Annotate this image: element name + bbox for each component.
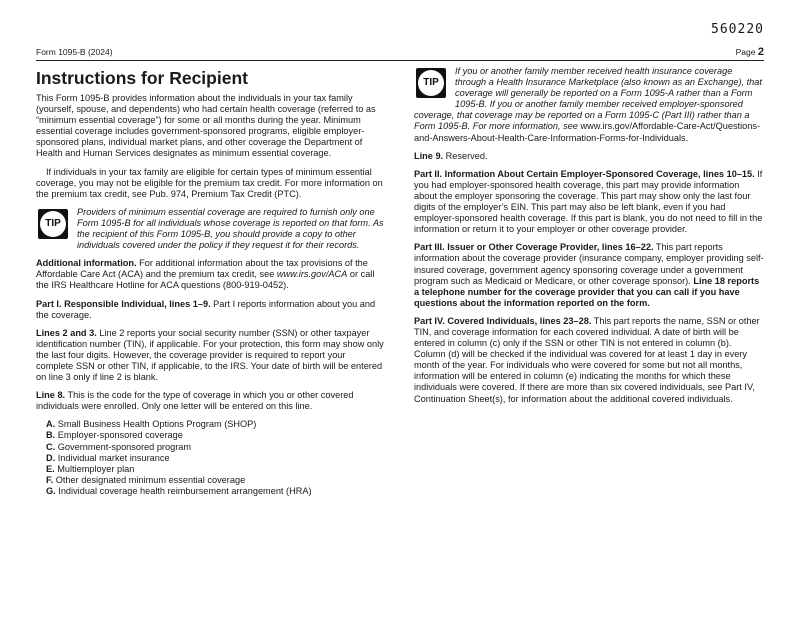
intro-paragraph: This Form 1095-B provides information about the individuals in your tax family (yourself, spouse, and dependents) who had certain health coverage (referred to as “minimum essential coverage”) for some or all months during the year. Minimum essential coverage includes government-sponsored programs, eligible employer-sponsored plans, individual market plans, and other coverage the Department of Health and Human Services designates as minimum essential coverage. (36, 93, 376, 159)
additional-info-text-1: For additional information about the tax provisions of the Affordable Care Act (ACA) and the premium tax credit, see (36, 258, 368, 280)
tip-block-left (36, 207, 384, 251)
tip-icon-label: TIP (418, 70, 444, 96)
list-item (46, 442, 384, 453)
code-text: Individual coverage health reimbursement arrangement (HRA) (58, 485, 312, 496)
additional-info-paragraph (36, 258, 384, 291)
tip-text: Providers of minimum essential coverage are required to furnish only one Form 1095-B for all individuals whose coverage is reported on that form. As the recipient of this Form 1095-B, you should provide a copy to other individuals covered under the policy if they request it for their records. (77, 206, 384, 251)
aca-link[interactable]: www.irs.gov/ACA (276, 269, 348, 280)
part1-heading: Part I. Responsible Individual, lines 1–9. (36, 298, 211, 309)
lines-2-3-text: Line 2 reports your social security number (SSN) or other taxpayer identification number (TIN), if applicable. For your protection, this form may show only the last four digits. However, the coverage provider is required to report your complete SSN or other TIN, if applicable, to the IRS. Your date of birth will be entered on line 3 only if line 2 is blank. (36, 327, 384, 383)
part4-heading: Part IV. Covered Individuals, lines 23–28. (414, 315, 592, 326)
part2-text: If you had employer-sponsored health coverage, this part may provide information about the employer sponsoring the coverage. This part may show only the last four digits of the employer’s EIN. This part may also be left blank, even if you had employer-sponsored health coverage. If this part is blank, you do not need to fill in the information or return it to your employer or other coverage provider. (414, 168, 763, 235)
part3-bold-note: Line 18 reports a telephone number for the coverage provider that you can call if you have questions about the information reported on the form. (414, 275, 760, 308)
part4-text: This part reports the name, SSN or other TIN, and coverage information for each covered individual. A date of birth will be entered in column (c) only if the SSN or other TIN is not entered in column (b). Column (d) will be checked if the individual was covered for at least 1 day in every month of the year. For individuals who were covered for some but not all months, information will be entered in column (e) indicating the months for which these individuals were covered. If there are more than six covered individuals, see Part IV, Continuation Sheet(s), for information about the additional covered individuals. (414, 315, 760, 404)
tip-icon (414, 66, 448, 100)
line-8-heading: Line 8. (36, 390, 66, 401)
right-column (414, 66, 764, 412)
part3-heading: Part III. Issuer or Other Coverage Provider, lines 16–22. (414, 242, 654, 253)
part2-heading: Part II. Information About Certain Employer-Sponsored Coverage, lines 10–15. (414, 168, 755, 179)
page-prefix: Page (735, 47, 756, 57)
line-9-text: Reserved. (443, 150, 488, 161)
ptc-paragraph: If individuals in your tax family are eligible for certain types of minimum essential coverage, you may not be eligible for the premium tax credit. For more information on the premium tax credit, see Pub. 974, Premium Tax Credit (PTC). (36, 166, 383, 199)
code-text: Employer-sponsored coverage (57, 430, 183, 441)
list-item (46, 486, 384, 497)
line-9-heading: Line 9. (414, 150, 444, 161)
code-text: Small Business Health Options Program (SHOP) (57, 419, 257, 430)
code-letter: B. (46, 430, 56, 441)
page-number: 2 (757, 46, 764, 58)
part4-paragraph (414, 316, 764, 405)
list-item (46, 419, 384, 430)
code-letter: G. (46, 485, 56, 496)
list-item (46, 475, 384, 486)
page-title: Instructions for Recipient (36, 68, 248, 88)
lines-2-3-paragraph (36, 328, 384, 383)
page-header (36, 46, 764, 61)
code-letter: C. (46, 441, 56, 452)
coverage-code-list (46, 419, 384, 497)
tip-icon-label: TIP (40, 211, 66, 237)
part3-paragraph (414, 242, 764, 309)
code-letter: D. (46, 452, 56, 463)
page-number-label (736, 46, 764, 58)
line-8-text: This is the code for the type of coverage in which you or other covered individuals were enrolled. Only one letter will be entered on this line. (36, 390, 354, 412)
left-column (36, 66, 384, 497)
code-text: Individual market insurance (57, 452, 170, 463)
code-letter: E. (46, 463, 55, 474)
code-letter: A. (46, 419, 56, 430)
lines-2-3-heading: Lines 2 and 3. (36, 327, 97, 338)
document-code: 560220 (711, 22, 764, 37)
tip-text: If you or another family member received health insurance coverage through a Health Insurance Marketplace (also known as an Exchange), that coverage will generally be reported on a Form 1095-A rather than a Form 1095-B. If you or another family member received employer-sponsored coverage, that coverage may be reported on a Form 1095-C (Part III) rather than a Form 1095-B. For more information, see (414, 66, 762, 132)
part1-paragraph (36, 299, 384, 321)
list-item (46, 464, 384, 475)
code-text: Government-sponsored program (57, 441, 192, 452)
line-8-paragraph (36, 390, 384, 412)
tip-icon (36, 207, 70, 241)
list-item (46, 453, 384, 464)
part1-text: Part I reports information about you and the coverage. (36, 298, 376, 320)
line-9-paragraph (414, 151, 764, 162)
additional-info-heading: Additional information. (36, 258, 137, 269)
tip-block-right (414, 66, 764, 144)
part3-text: This part reports information about the coverage provider (insurance company, employer providing self-insured coverage, government agency sponsoring coverage under a government program such as Medicaid or Medicare, or other coverage sponsor). (414, 242, 764, 286)
code-letter: F. (46, 474, 54, 485)
health-care-forms-link[interactable]: www.irs.gov/Affordable-Care-Act/Questions-and-Answers-About-Health-Care-Information-Forms-for-Individuals. (414, 121, 761, 143)
additional-info-text-2: or call the IRS Healthcare Hotline for ACA questions (800-919-0452). (36, 269, 375, 291)
form-label: Form 1095-B (2024) (36, 47, 113, 57)
code-text: Other designated minimum essential coverage (55, 474, 246, 485)
part2-paragraph (414, 169, 764, 236)
list-item (46, 430, 384, 441)
code-text: Multiemployer plan (57, 463, 135, 474)
